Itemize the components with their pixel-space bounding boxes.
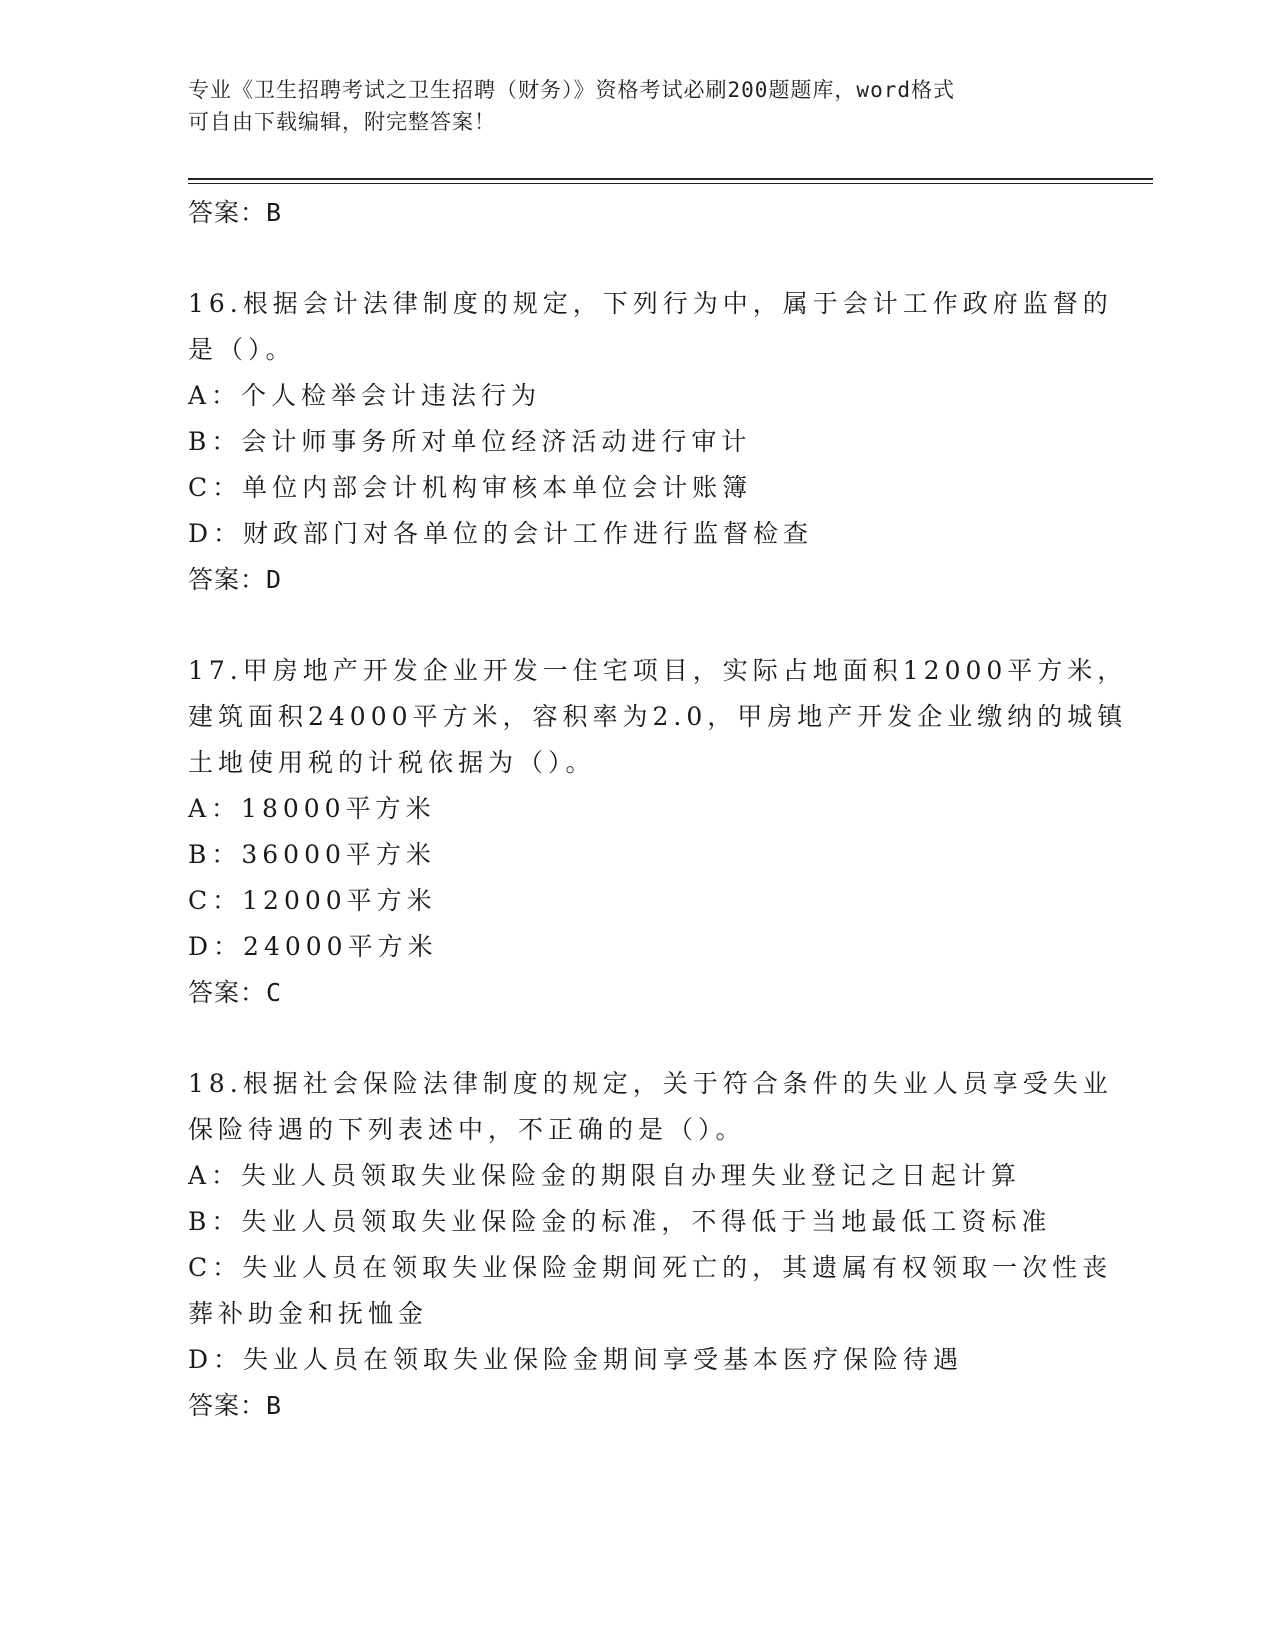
question-18: [188, 1061, 1113, 1429]
header-line-2: 可自由下载编辑，附完整答案！: [188, 110, 496, 134]
question-text: 16.根据会计法律制度的规定，下列行为中，属于会计工作政府监督的: [188, 289, 1113, 318]
option-a: A：失业人员领取失业保险金的期限自办理失业登记之日起计算: [188, 1161, 1022, 1190]
option-c: C：单位内部会计机构审核本单位会计账簿: [188, 473, 753, 502]
question-text: 土地使用税的计税依据为（）。: [188, 748, 596, 777]
question-content: [188, 190, 1128, 1429]
question-17: [188, 648, 1128, 1016]
option-d: D：财政部门对各单位的会计工作进行监督检查: [188, 519, 814, 548]
option-c-continued: 葬补助金和抚恤金: [188, 1299, 429, 1328]
document-header: [188, 74, 1088, 138]
answer: 答案：B: [188, 1391, 283, 1420]
option-b: B：会计师事务所对单位经济活动进行审计: [188, 427, 752, 456]
previous-answer: 答案：B: [188, 198, 283, 227]
option-b: B：失业人员领取失业保险金的标准，不得低于当地最低工资标准: [188, 1207, 1052, 1236]
header-line-1: 专业《卫生招聘考试之卫生招聘（财务）》资格考试必刷200题题库，word格式: [188, 78, 955, 102]
option-c: C：失业人员在领取失业保险金期间死亡的，其遗属有权领取一次性丧: [188, 1253, 1113, 1282]
question-text: 建筑面积24000平方米，容积率为2.0，甲房地产开发企业缴纳的城镇: [188, 702, 1128, 731]
option-a: A：18000平方米: [188, 794, 436, 823]
question-text: 17.甲房地产开发企业开发一住宅项目，实际占地面积12000平方米，: [188, 656, 1128, 685]
question-text: 保险待遇的下列表述中，不正确的是（）。: [188, 1115, 746, 1144]
option-c: C：12000平方米: [188, 886, 437, 915]
option-a: A：个人检举会计违法行为: [188, 381, 542, 410]
header-divider-thick: [188, 178, 1153, 180]
answer: 答案：D: [188, 565, 283, 594]
answer: 答案：C: [188, 978, 283, 1007]
option-d: D：24000平方米: [188, 932, 438, 961]
header-divider-thin: [188, 183, 1153, 184]
question-16: [188, 281, 1113, 603]
option-b: B：36000平方米: [188, 840, 436, 869]
option-d: D：失业人员在领取失业保险金期间享受基本医疗保险待遇: [188, 1345, 964, 1374]
question-text: 18.根据社会保险法律制度的规定，关于符合条件的失业人员享受失业: [188, 1069, 1113, 1098]
question-text: 是（）。: [188, 335, 296, 364]
